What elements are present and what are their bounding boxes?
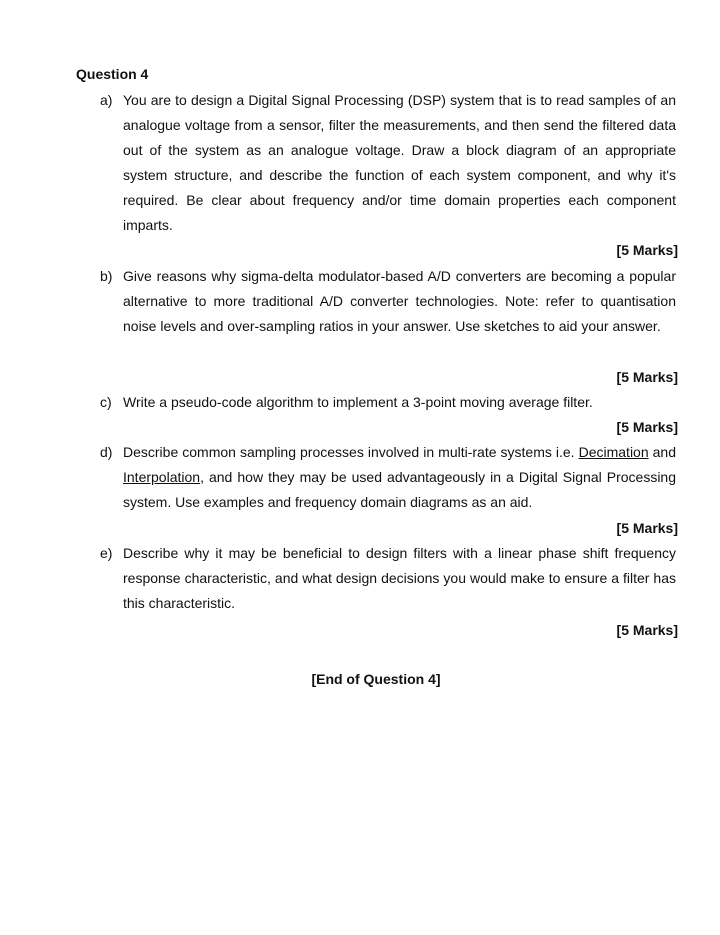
part-text: You are to design a Digital Signal Processing (DSP) system that is to read samples of an analogue voltage from a sensor, filter the measurements, and then send the filtered data out of the system as an analogue voltage. Draw a block diagram of an appropriate system structure, and describe the function of each system component, and why it's required. Be clear about frequency and/or time domain properties each component imparts. xyxy=(123,92,676,233)
question-title: Question 4 xyxy=(76,66,149,82)
part-text: Write a pseudo-code algorithm to implement a 3-point moving average filter. xyxy=(123,394,593,410)
term-decimation: Decimation xyxy=(578,444,649,460)
question-part-a xyxy=(100,88,680,238)
question-part-d xyxy=(100,440,680,515)
marks-label: [5 Marks] xyxy=(616,369,678,385)
part-text: Give reasons why sigma-delta modulator-based A/D converters are becoming a popular alternative to more traditional A/D converter technologies. Note: refer to quantisation noise levels and over-sampling ratios in your answer. Use sketches to aid your answer. xyxy=(123,268,676,334)
part-text-segment: Describe common sampling processes involved in multi-rate systems i.e. xyxy=(123,444,579,460)
question-part-b xyxy=(100,264,680,339)
part-letter: c) xyxy=(100,394,112,410)
part-letter: a) xyxy=(100,92,113,108)
question-part-c xyxy=(100,390,680,415)
part-letter: d) xyxy=(100,444,113,460)
part-text: Describe why it may be beneficial to design filters with a linear phase shift frequency response characteristic, and what design decisions you would make to ensure a filter has this characteristic. xyxy=(123,545,676,611)
part-text-segment: and xyxy=(648,444,677,460)
marks-label: [5 Marks] xyxy=(616,622,678,638)
part-text-segment: , and how they may be used advantageously in a Digital Signal Processing system. Use examples and frequency domain diagrams as an aid. xyxy=(123,469,676,510)
marks-label: [5 Marks] xyxy=(616,520,678,536)
end-of-question-note: [End of Question 4] xyxy=(311,671,441,687)
part-text xyxy=(123,440,676,515)
marks-label: [5 Marks] xyxy=(616,242,678,258)
marks-label: [5 Marks] xyxy=(616,419,678,435)
part-letter: b) xyxy=(100,268,113,284)
term-interpolation: Interpolation xyxy=(123,469,201,485)
question-part-e xyxy=(100,541,680,616)
part-letter: e) xyxy=(100,545,113,561)
